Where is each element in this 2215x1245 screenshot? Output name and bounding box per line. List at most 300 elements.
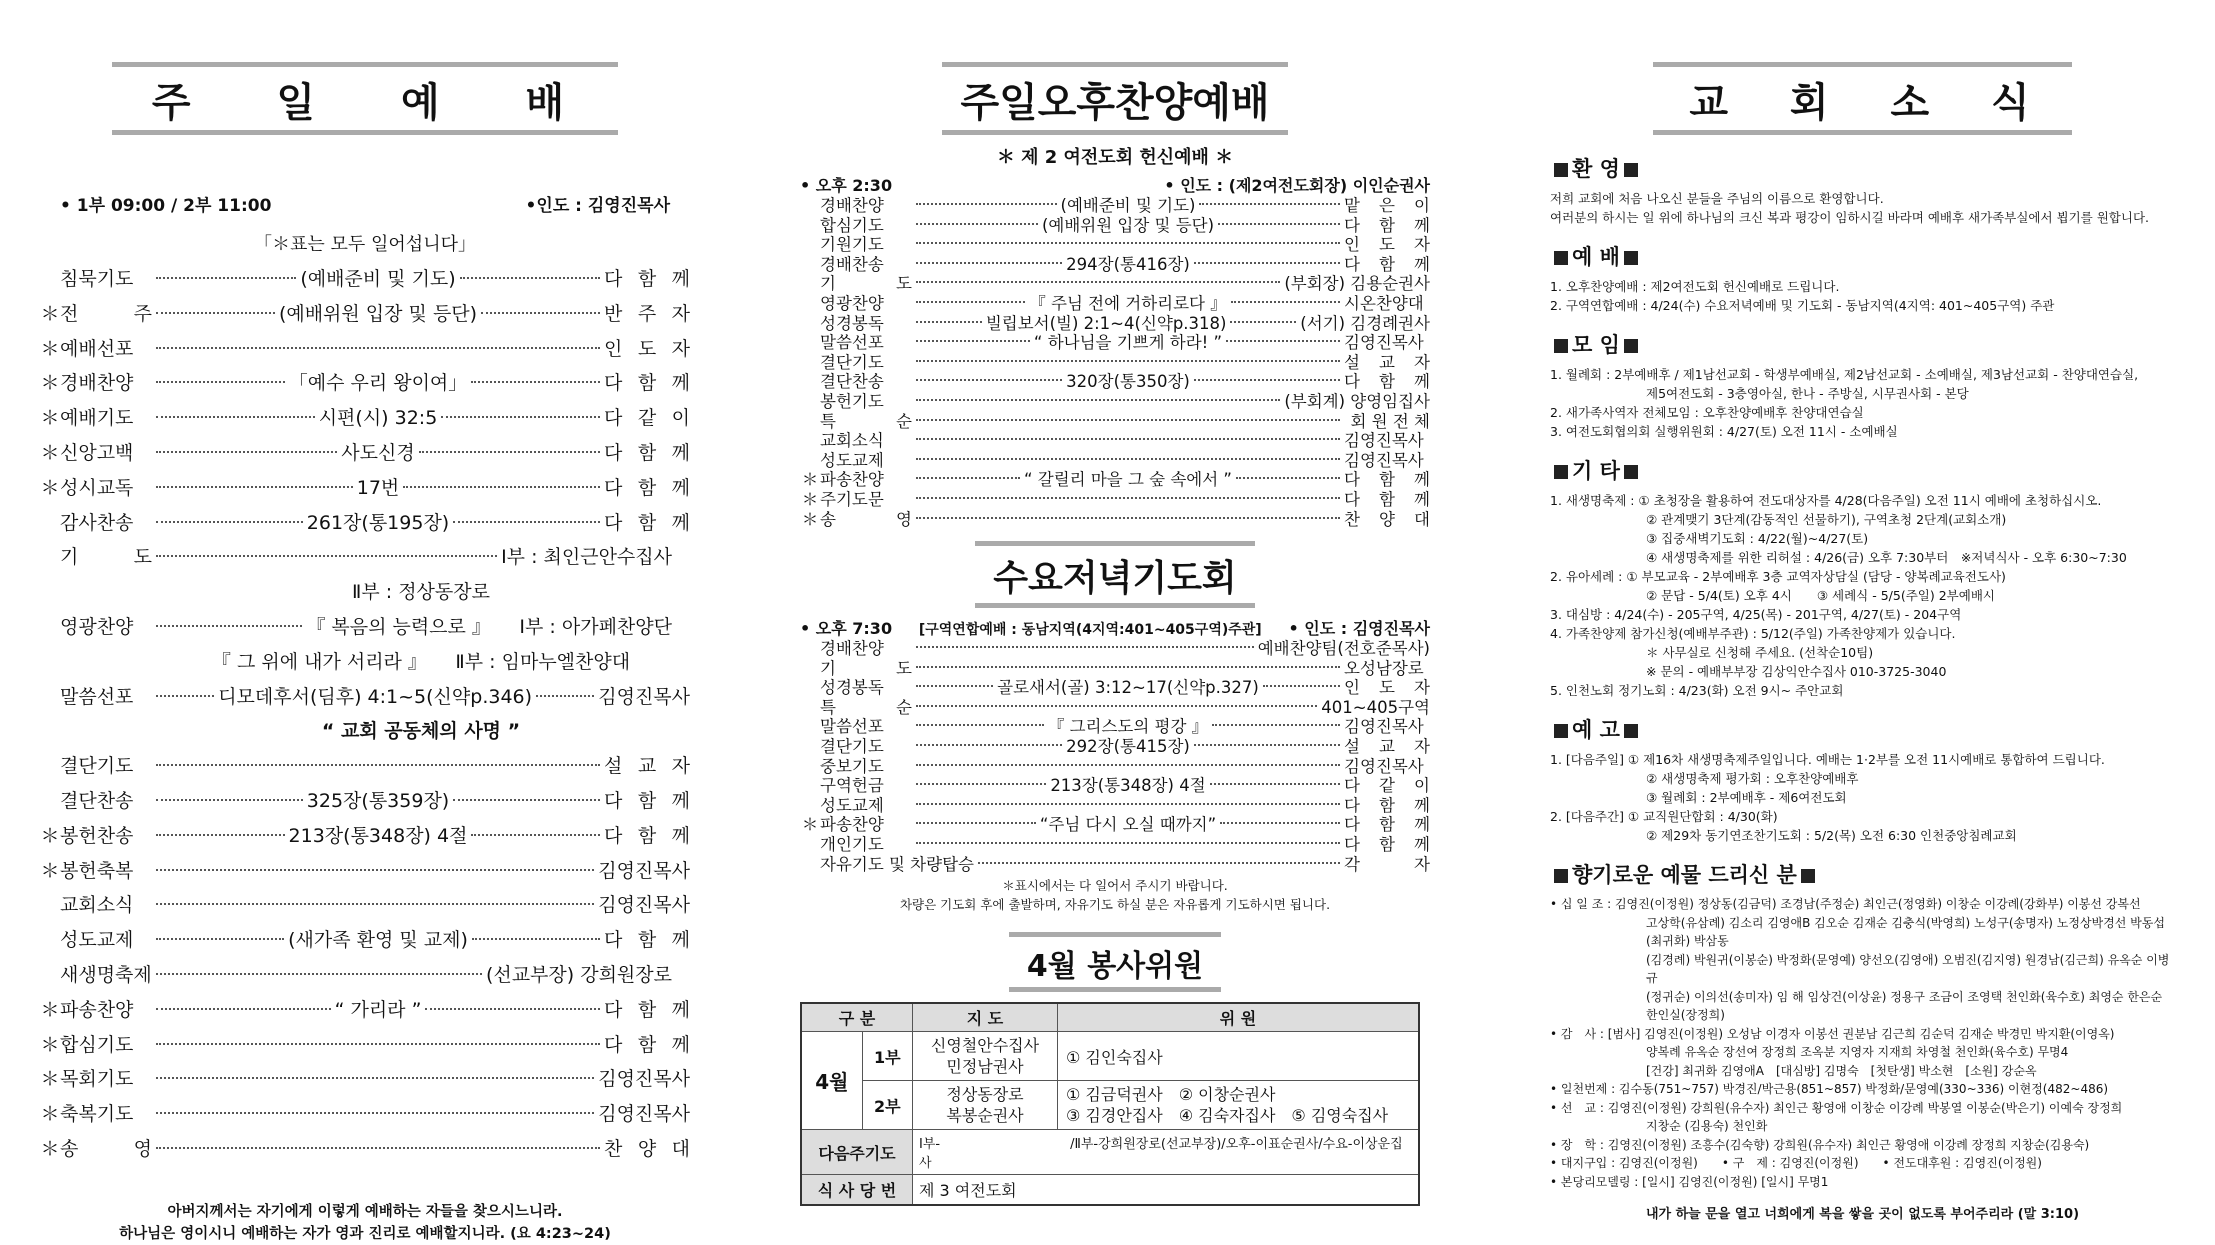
leader-dots	[536, 695, 594, 697]
order-person: 회 원 전 체	[1350, 411, 1430, 431]
order-person: 김영진목사	[598, 894, 690, 917]
order-item	[800, 333, 1430, 353]
leader-dots	[460, 277, 600, 279]
news-line: 3. 여전도회협의회 실행위원회 : 4/27(토) 오전 11시 - 소예배실	[1550, 424, 1898, 439]
news-line: • 감 사 : [범사] 김영진(이정원) 오성남 이경자 이봉선 권분남 김근희 김순덕 김재순 박경민 박지환(이영옥)	[1550, 1026, 2115, 1041]
order-detail: Ⅱ부 : 정상동장로	[352, 581, 490, 604]
leader-dots	[1231, 301, 1340, 303]
order-person: 다 함 께	[604, 998, 691, 1021]
stand-mark: ＊	[40, 1033, 60, 1056]
order-item	[40, 506, 690, 541]
leader-dots	[156, 381, 285, 383]
order-detail: 사도신경	[341, 441, 415, 464]
news-line: 5. 인천노회 정기노회 : 4/23(화) 오전 9시~ 주안교회	[1550, 683, 1844, 698]
order-detail: “ 하나님을 기쁘게 하라! ”	[1033, 333, 1223, 353]
order-item	[800, 255, 1430, 275]
afternoon-header	[800, 173, 1430, 196]
order-label: 침묵기도	[60, 268, 134, 290]
order-person: 김영진목사	[598, 1103, 690, 1126]
news-line: 저희 교회에 처음 나오신 분들을 주님의 이름으로 환영합니다.	[1550, 191, 1884, 206]
leader-dots	[481, 312, 600, 314]
order-item	[800, 196, 1430, 216]
order-item	[40, 958, 690, 993]
order-detail: (예배위원 입장 및 등단)	[1041, 215, 1215, 235]
wednesday-region: [구역연합예배 : 동남지역(4지역:401~405구역)주관]	[918, 622, 1262, 639]
afternoon-column	[800, 0, 1430, 1240]
news-line: • 장 학 : 김영진(이정원) 조흥수(김숙향) 강희원(유수자) 최인근 황영애 이강례 장정희 지창순(김용숙)	[1550, 1137, 2090, 1152]
order-item	[40, 819, 690, 854]
order-person: 오성남장로	[1344, 658, 1424, 678]
order-label: 봉헌축복	[60, 859, 134, 882]
order-item	[40, 1062, 690, 1097]
wednesday-order-list	[800, 639, 1430, 874]
stand-mark: ＊	[40, 1103, 60, 1126]
news-line: [건강] 최귀화 김영애A [대심방] 김명숙 [첫탄생] 박소현 [소원] 강순옥	[1646, 1063, 2037, 1078]
order-detail: 골로새서(골) 3:12~17(신약p.327)	[997, 678, 1259, 698]
news-line: • 십 일 조 : 김영진(이정원) 정상동(김금덕) 조경남(주정순) 최인근(정영화) 이창순 이강례(강화부) 이봉선 강복선	[1550, 897, 2141, 911]
order-label: 파송찬양	[60, 998, 134, 1021]
leader-dots	[1212, 724, 1340, 726]
stand-mark: ＊	[801, 470, 819, 490]
part2-guide: 정상동장로 복봉순권사	[913, 1081, 1058, 1130]
order-detail: (예배준비 및 기도)	[1060, 196, 1196, 215]
leader-dots	[916, 705, 1317, 707]
offering-heading-text: 향기로운 예물 드리신 분	[1572, 863, 1797, 887]
wednesday-leader: • 인도 : 김영진목사	[1288, 619, 1430, 639]
order-detail: 17번	[356, 476, 400, 499]
stand-mark: ＊	[40, 1137, 60, 1160]
order-person: 설 교 자	[1344, 737, 1430, 757]
leader-dots	[156, 869, 594, 871]
order-person: 찬 양 대	[1344, 509, 1430, 529]
col-header-guide: 지 도	[913, 1003, 1058, 1032]
sunday-service-column	[40, 0, 690, 1240]
leader-dots	[156, 903, 594, 905]
leader-dots	[978, 862, 1340, 864]
news-line: 1. [다음주일] ① 제16차 새생명축제주일입니다. 예배는 1·2부를 오전 11시예배로 통합하여 드립니다.	[1550, 752, 2105, 767]
order-detail: 디모데후서(딤후) 4:1~5(신약p.346)	[218, 685, 533, 708]
news-line: 한인실(장정희)	[1646, 1008, 1725, 1022]
news-line: ② 문답 - 5/4(토) 오후 4시 ③ 세례식 - 5/5(주일) 2부예배시	[1646, 588, 1995, 603]
order-label: 경배찬양	[60, 372, 134, 395]
order-person: 설 교 자	[604, 755, 690, 778]
order-label: 봉헌기도	[820, 391, 884, 411]
notice-heading	[1550, 714, 2175, 744]
order-person: 예배찬양팀(전호준목사)	[1257, 639, 1430, 659]
notice-text	[1550, 750, 2175, 845]
leader-dots	[916, 242, 1340, 244]
news-title-wrap	[1550, 62, 2175, 135]
sunday-verse-line2: 하나님은 영이시니 예배하는 자가 영과 진리로 예배할지니라. (요 4:23~24)	[119, 1225, 611, 1242]
order-person: 다 함 께	[604, 929, 690, 952]
leader-dots	[156, 764, 600, 766]
offering-text	[1550, 895, 2175, 1191]
square-bullet-icon	[1554, 251, 1568, 265]
leader-dots	[403, 486, 600, 488]
stand-mark: ＊	[40, 998, 60, 1021]
afternoon-title: 주일오후찬양예배	[942, 62, 1287, 135]
news-line: ② 관계맺기 3단계(감동적인 선물하기), 구역초청 2단계(교회소개)	[1646, 512, 2007, 527]
order-label: 성경봉독	[820, 678, 884, 698]
order-person: 다 함 께	[604, 1033, 690, 1056]
order-person: 김영진목사	[598, 685, 691, 708]
worship-text	[1550, 277, 2175, 315]
part1-members: ① 김인숙집사	[1058, 1032, 1420, 1081]
news-line: ③ 집중새벽기도회 : 4/22(월)~4/27(토)	[1646, 531, 1869, 546]
order-label: 경배찬양	[820, 639, 884, 659]
leader-dots	[916, 379, 1062, 381]
order-item	[40, 436, 690, 471]
news-line: 1. 새생명축제 : ① 초청장을 활용하여 전도대상자를 4/28(다음주일) 오전 11시 예배에 초청하십시오.	[1550, 493, 2102, 508]
volunteers-title: 4월 봉사위원	[1009, 932, 1221, 992]
leader-dots	[916, 685, 993, 687]
order-person: (부회장) 김용순권사	[1284, 274, 1430, 294]
order-person: 401~405구역	[1321, 697, 1430, 717]
leader-dots	[1226, 340, 1340, 342]
meeting-heading-text: 모 임	[1572, 333, 1620, 357]
order-label: 말씀선포	[820, 717, 884, 737]
news-verse: 내가 하늘 문을 열고 너희에게 복을 쌓을 곳이 없도록 부어주리라 (말 3:10)	[1645, 1207, 2080, 1222]
square-bullet-icon	[1624, 251, 1638, 265]
leader-dots	[916, 724, 1044, 726]
col-header-members: 위 원	[1058, 1003, 1420, 1032]
order-item	[800, 412, 1430, 432]
leader-dots	[1230, 321, 1296, 323]
order-item	[800, 698, 1430, 718]
leader-dots	[1194, 262, 1340, 264]
order-item	[40, 366, 690, 401]
order-person: 찬 양 대	[604, 1137, 690, 1160]
news-line: ③ 월례회 : 2부예배후 - 제6여전도회	[1646, 790, 1847, 805]
order-detail: 213장(통348장) 4절	[1050, 776, 1206, 796]
square-bullet-icon	[1554, 339, 1568, 353]
news-line: • 일천번제 : 김수동(751~757) 박경진/박근용(851~857) 박정화/문영예(330~336) 이현정(482~486)	[1550, 1082, 2109, 1096]
news-line: • 대지구입 : 김영진(이정원) • 구 제 : 김영진(이정원) • 전도대후원 : 김영진(이정원)	[1550, 1156, 2042, 1170]
leader-dots	[916, 477, 1020, 479]
order-label: 송 영	[820, 509, 912, 529]
order-item	[800, 235, 1430, 255]
news-title: 교 회 소 식	[1653, 62, 2071, 135]
news-line: (정귀순) 이의선(송미자) 임 해 임상건(이상윤) 정용구 조금이 조영택 천인화(육수호) 최영순 한은순	[1646, 989, 2163, 1004]
order-item	[800, 490, 1430, 510]
volunteers-row-next	[801, 1130, 1419, 1175]
part2-label: 2부	[862, 1081, 912, 1130]
order-item	[40, 784, 690, 819]
order-person: (부회계) 양영임집사	[1284, 391, 1430, 411]
order-item	[40, 854, 690, 889]
order-item	[40, 680, 690, 715]
order-person: 김영진목사	[598, 1068, 690, 1091]
order-item	[800, 796, 1430, 816]
order-detail: 시편(시) 32:5	[318, 407, 438, 430]
order-label: 결단기도	[820, 737, 884, 757]
order-person: 인 도 자	[1344, 235, 1430, 255]
leader-dots	[1194, 744, 1340, 746]
order-detail: “ 교회 공동체의 사명 ”	[321, 720, 521, 743]
meal-duty-label: 식 사 당 번	[801, 1175, 913, 1206]
order-person: 김영진목사	[598, 859, 690, 882]
order-item	[40, 540, 690, 575]
order-label: 예배선포	[60, 337, 134, 360]
news-line: 제5여전도회 - 3층영아실, 한나 - 주방실, 시무권사회 - 본당	[1646, 386, 1969, 401]
leader-dots	[916, 223, 1038, 225]
order-label: 기원기도	[820, 235, 884, 255]
order-label: 성시교독	[60, 476, 134, 499]
order-item	[800, 776, 1430, 796]
order-label: 결단찬송	[820, 372, 884, 392]
order-label: 성경봉독	[820, 313, 884, 333]
wednesday-title: 수요저녁기도회	[975, 541, 1254, 608]
news-line: ④ 새생명축제를 위한 리허설 : 4/26(금) 오후 7:30부터 ※저녁식사 - 오후 6:30~7:30	[1646, 550, 2127, 565]
order-item	[40, 923, 690, 958]
leader-dots	[916, 646, 1254, 648]
afternoon-time: • 오후 2:30	[800, 176, 893, 195]
order-item	[40, 714, 690, 749]
stand-mark: ＊	[40, 407, 60, 430]
order-detail: (예배준비 및 기도)	[300, 268, 456, 290]
leader-dots	[441, 416, 600, 418]
stand-mark: ＊	[40, 476, 60, 499]
volunteers-table	[800, 1002, 1420, 1206]
leader-dots	[156, 486, 353, 488]
sunday-order-list	[40, 262, 690, 1167]
leader-dots	[156, 695, 214, 697]
order-label: 신앙고백	[60, 441, 134, 464]
order-label: 합심기도	[60, 1033, 134, 1056]
worship-heading-text: 예 배	[1572, 245, 1620, 269]
news-line: • 본당리모델링 : [일시] 김영진(이정원) [일시] 무명1	[1550, 1174, 1829, 1189]
afternoon-subtitle: ＊ 제 2 여전도회 헌신예배 ＊	[996, 147, 1234, 168]
news-line: 여러분의 하시는 일 위에 하나님의 크신 복과 평강이 임하시길 바라며 예배후 새가족부실에서 뵙기를 원합니다.	[1550, 210, 2150, 225]
volunteers-row-part1	[801, 1032, 1419, 1081]
news-line: • 선 교 : 김영진(이정원) 강희원(유수자) 최인근 황영애 이창순 이강례 박봉열 이봉순(박은기) 이예숙 장정희	[1550, 1100, 2123, 1115]
order-item	[800, 639, 1430, 659]
news-line: (김경례) 박원귀(이봉순) 박정화(문영예) 양선오(김영애) 오범진(김지영) 원경남(김근희) 유옥순 이병규	[1646, 952, 2170, 985]
order-label: 축복기도	[60, 1103, 134, 1126]
etc-heading	[1550, 455, 2175, 485]
order-item	[800, 659, 1430, 679]
order-person: 김영진목사	[1344, 333, 1424, 353]
order-label: 경배찬양	[820, 196, 884, 215]
leader-dots	[916, 822, 1036, 824]
leader-dots	[916, 399, 1280, 401]
leader-dots	[156, 521, 303, 523]
order-person: 다 함 께	[1344, 489, 1430, 509]
order-person: (서기) 김경례권사	[1300, 313, 1430, 333]
stand-mark: ＊	[801, 509, 819, 529]
welcome-text	[1550, 189, 2175, 227]
wednesday-header	[800, 616, 1430, 639]
order-item	[40, 401, 690, 436]
next-prayer-value: Ⅰ부- /Ⅱ부-강희원장로(선교부장)/오후-이표순권사/수요-이상운집사	[913, 1130, 1420, 1175]
order-label: 중보기도	[820, 756, 884, 776]
news-line: 2. [다음주간] ① 교직원단합회 : 4/30(화)	[1550, 809, 1778, 824]
order-label: 새생명축제	[60, 963, 152, 986]
order-item	[800, 392, 1430, 412]
stand-mark: ＊	[801, 815, 819, 835]
order-person: 다 함 께	[604, 824, 690, 847]
order-detail: (선교부장) 강희원장로	[485, 963, 672, 986]
welcome-heading-text: 환 영	[1572, 157, 1620, 181]
order-item	[800, 431, 1430, 451]
order-detail: 『 그리스도의 평강 』	[1047, 717, 1209, 737]
leader-dots	[916, 666, 1340, 668]
order-label: 성도교제	[820, 450, 884, 470]
leader-dots	[453, 799, 600, 801]
part1-guide: 신영철안수집사 민정남권사	[913, 1032, 1058, 1081]
stand-note: 「＊표는 모두 일어섭니다」	[254, 234, 476, 255]
order-person: 각 자	[1344, 854, 1430, 874]
leader-dots	[916, 497, 1340, 499]
order-person: 시온찬양대	[1344, 293, 1424, 313]
leader-dots	[156, 312, 275, 314]
order-detail: Ⅰ부 : 최인근안수집사	[501, 546, 672, 569]
volunteers-month: 4월	[801, 1032, 862, 1130]
order-label: 파송찬양	[820, 470, 884, 490]
order-person: 김영진목사	[1344, 450, 1424, 470]
stand-mark: ＊	[40, 824, 60, 847]
part2-members-line2: ③ 김경안집사 ④ 김숙자집사 ⑤ 김영숙집사	[1066, 1106, 1389, 1126]
order-person: 다 함 께	[1344, 470, 1430, 490]
wednesday-note-1: ＊표시에서는 다 일어서 주시기 바랍니다.	[1002, 878, 1228, 894]
order-person: 다 함 께	[1344, 254, 1430, 274]
leader-dots	[156, 451, 337, 453]
order-person: 맡 은 이	[1344, 196, 1430, 215]
afternoon-leader: • 인도 : (제2여전도회장) 이인순권사	[1164, 176, 1430, 195]
news-line: 양복례 유옥순 장선여 장정희 조옥분 지영자 지재희 차영철 천인화(육수호) 무명4	[1646, 1045, 2069, 1059]
news-line: ② 제29차 동기연조찬기도회 : 5/2(목) 오전 6:30 인천중앙침례교회	[1646, 828, 2017, 843]
news-line: ※ 문의 - 예배부부장 김상익안수집사 010-3725-3040	[1646, 664, 1947, 679]
order-label: 결단기도	[820, 352, 884, 372]
order-item	[40, 575, 690, 610]
order-person: 다 함 께	[604, 789, 691, 812]
square-bullet-icon	[1624, 163, 1638, 177]
order-item	[40, 993, 690, 1028]
leader-dots	[156, 973, 482, 975]
welcome-heading	[1550, 153, 2175, 183]
news-line: 2. 구역연합예배 : 4/24(수) 수요저녁예배 및 기도회 - 동남지역(4지역: 401~405구역) 주관	[1550, 298, 2055, 313]
order-label: 목회기도	[60, 1068, 134, 1091]
order-label: 성도교제	[60, 929, 134, 952]
order-person: 설 교 자	[1344, 352, 1430, 372]
order-label: 교회소식	[60, 894, 134, 917]
stand-mark: ＊	[40, 859, 60, 882]
order-item	[40, 645, 690, 680]
etc-heading-text: 기 타	[1572, 459, 1620, 483]
order-detail: 빌립보서(빌) 2:1~4(신약p.318)	[985, 313, 1227, 333]
order-person: 인 도 자	[1344, 678, 1430, 698]
volunteers-title-wrap	[800, 932, 1430, 992]
order-person: 다 함 께	[604, 511, 691, 534]
order-item	[800, 372, 1430, 392]
order-label: 특 순	[820, 411, 912, 431]
news-line: 3. 대심방 : 4/24(수) - 205구역, 4/25(목) - 201구역, 4/27(토) - 204구역	[1550, 607, 1962, 622]
order-label: 파송찬양	[820, 815, 884, 835]
sunday-title: 주 일 예 배	[112, 62, 618, 135]
order-person: 다 함 께	[1344, 835, 1430, 855]
leader-dots	[156, 1147, 600, 1149]
square-bullet-icon	[1624, 724, 1638, 738]
leader-dots	[1210, 783, 1340, 785]
leader-dots	[916, 419, 1340, 421]
order-detail: “ 갈릴리 마을 그 숲 속에서 ”	[1024, 470, 1232, 490]
news-line: ＊ 사무실로 신청해 주세요. (선착순10팀)	[1646, 645, 1874, 660]
leader-dots	[916, 744, 1062, 746]
leader-dots	[1199, 203, 1340, 205]
order-label: 교회소식	[820, 431, 884, 451]
leader-dots	[916, 262, 1062, 264]
leader-dots	[916, 301, 1025, 303]
order-item	[800, 737, 1430, 757]
order-item	[800, 274, 1430, 294]
order-item	[800, 216, 1430, 236]
order-detail: 『 주님 전에 거하리로다 』	[1029, 293, 1227, 313]
order-label: 성도교제	[820, 795, 884, 815]
news-line: 1. 오후찬양예배 : 제2여전도회 헌신예배로 드립니다.	[1550, 279, 1840, 294]
next-prayer-label: 다음주기도	[801, 1130, 913, 1175]
order-detail: 292장(통415장)	[1066, 737, 1190, 757]
leader-dots	[1220, 822, 1340, 824]
order-item	[800, 314, 1430, 334]
order-person: 다 같 이	[604, 407, 690, 430]
order-label: 자유기도 및 차량탑승	[820, 854, 974, 874]
offering-heading	[1550, 859, 2175, 889]
stand-mark: ＊	[40, 302, 60, 325]
leader-dots	[916, 281, 1280, 283]
leader-dots	[916, 321, 982, 323]
leader-dots	[156, 555, 497, 557]
part1-label: 1부	[862, 1032, 912, 1081]
volunteers-row-meal	[801, 1175, 1419, 1206]
news-line: 2. 새가족사역자 전체모임 : 오후찬양예배후 찬양대연습실	[1550, 405, 1864, 420]
order-item	[800, 294, 1430, 314]
order-label: 봉헌찬송	[60, 824, 134, 847]
order-item	[800, 835, 1430, 855]
afternoon-title-wrap	[800, 62, 1430, 135]
leader-dots	[916, 764, 1340, 766]
leader-dots	[916, 340, 1030, 342]
leader-dots	[156, 625, 302, 627]
order-label: 결단찬송	[60, 789, 134, 812]
square-bullet-icon	[1554, 465, 1568, 479]
order-item	[800, 855, 1430, 875]
leader-dots	[471, 381, 600, 383]
order-label: 기 도	[60, 546, 152, 569]
order-item	[800, 678, 1430, 698]
news-line: ② 새생명축제 평가회 : 오후찬양예배후	[1646, 771, 1859, 786]
stand-mark: ＊	[40, 337, 60, 360]
order-detail: 261장(통195장)	[306, 511, 450, 534]
leader-dots	[156, 799, 303, 801]
order-person: 반 주 자	[604, 302, 691, 325]
sunday-header	[40, 191, 690, 216]
order-person: 다 함 께	[604, 476, 690, 499]
order-label: 전 주	[60, 302, 152, 325]
leader-dots	[916, 783, 1046, 785]
order-label: 영광찬양	[820, 293, 884, 313]
leader-dots	[916, 842, 1340, 844]
leader-dots	[453, 521, 600, 523]
order-item	[800, 815, 1430, 835]
order-item	[800, 451, 1430, 471]
order-item	[800, 470, 1430, 490]
order-person: 김영진목사	[1344, 756, 1424, 776]
leader-dots	[156, 834, 285, 836]
church-news-column	[1550, 0, 2175, 1240]
order-label: 합심기도	[820, 215, 884, 235]
leader-dots	[471, 834, 600, 836]
order-detail: 213장(통348장) 4절	[288, 824, 468, 847]
